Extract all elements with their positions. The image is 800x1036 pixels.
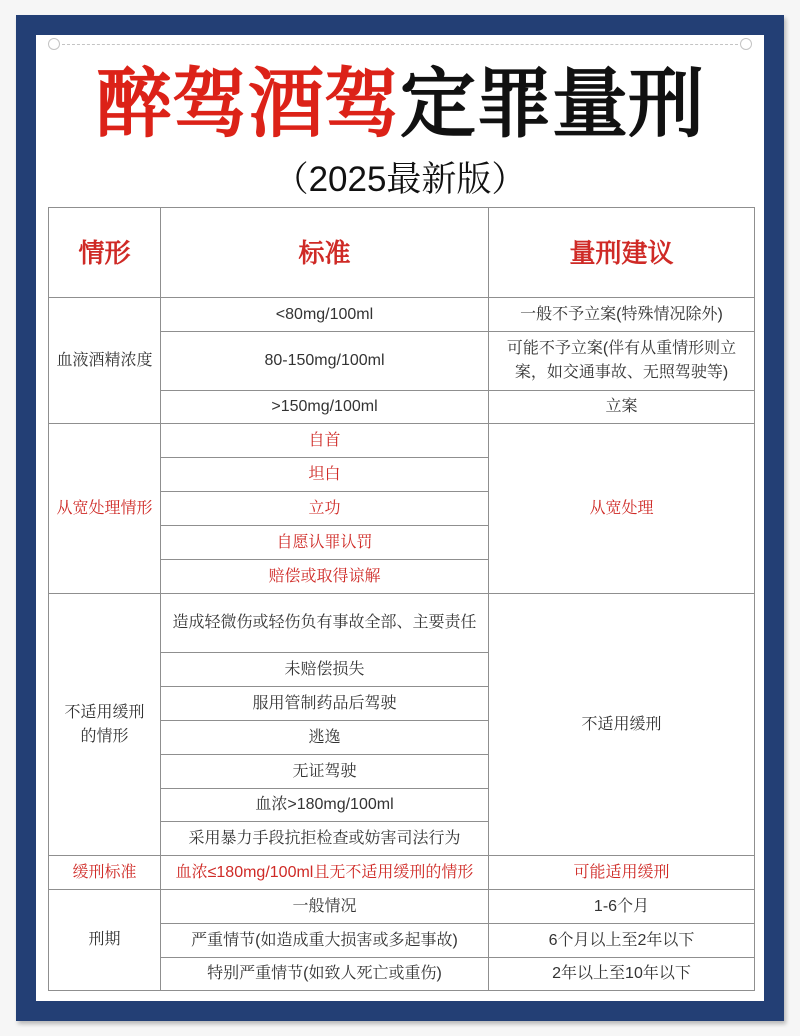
- category-prison-term: 刑期: [49, 890, 161, 991]
- decorative-corner-ornament-right: [740, 38, 752, 50]
- category-probation-standard: 缓刑标准: [49, 856, 161, 890]
- decorative-corner-ornament-left: [48, 38, 60, 50]
- standard-cell: 坦白: [161, 458, 489, 492]
- standard-cell: 特别严重情节(如致人死亡或重伤): [161, 958, 489, 991]
- sentencing-cell: 立案: [489, 391, 755, 424]
- category-blood-alcohol: 血液酒精浓度: [49, 298, 161, 424]
- title-black-part: 定罪量刑: [400, 62, 704, 147]
- standard-cell: 血浓≤180mg/100ml且无不适用缓刑的情形: [161, 856, 489, 890]
- header-situation: 情形: [49, 208, 161, 298]
- table-row: [49, 424, 755, 458]
- standard-cell: <80mg/100ml: [161, 298, 489, 332]
- table-row: [49, 856, 755, 890]
- category-lenient: 从宽处理情形: [49, 424, 161, 594]
- sentencing-cell: 6个月以上至2年以下: [489, 924, 755, 958]
- sentencing-table: [48, 207, 755, 991]
- header-sentencing-advice: 量刑建议: [489, 208, 755, 298]
- sentencing-cell: 可能不予立案(伴有从重情形则立案，如交通事故、无照驾驶等): [489, 332, 755, 391]
- standard-cell: 严重情节(如造成重大损害或多起事故): [161, 924, 489, 958]
- standard-cell: 一般情况: [161, 890, 489, 924]
- sentencing-cell-lenient: 从宽处理: [489, 424, 755, 594]
- poster-subtitle: （2025最新版）: [273, 160, 527, 199]
- sentencing-cell-no-probation: 不适用缓刑: [489, 594, 755, 856]
- table-row: [49, 298, 755, 332]
- standard-cell: 赔偿或取得谅解: [161, 560, 489, 594]
- table-row: [49, 594, 755, 653]
- standard-cell: 未赔偿损失: [161, 653, 489, 687]
- standard-cell: 自首: [161, 424, 489, 458]
- standard-cell: 自愿认罪认罚: [161, 526, 489, 560]
- standard-cell: 采用暴力手段抗拒检查或妨害司法行为: [161, 822, 489, 856]
- standard-cell: >150mg/100ml: [161, 391, 489, 424]
- sentencing-cell: 一般不予立案(特殊情况除外): [489, 298, 755, 332]
- header-standard: 标准: [161, 208, 489, 298]
- standard-cell: 80-150mg/100ml: [161, 332, 489, 391]
- table-header-row: [49, 208, 755, 298]
- category-no-probation: [49, 594, 161, 856]
- standard-cell: 无证驾驶: [161, 755, 489, 789]
- standard-cell: 立功: [161, 492, 489, 526]
- category-label: 不适用缓刑的情形: [64, 703, 145, 745]
- title-red-part: 醉驾酒驾: [96, 62, 400, 147]
- table-row: [49, 890, 755, 924]
- standard-cell: 血浓>180mg/100ml: [161, 789, 489, 822]
- sentencing-cell: 2年以上至10年以下: [489, 958, 755, 991]
- sentencing-cell: 可能适用缓刑: [489, 856, 755, 890]
- sentencing-cell: 1-6个月: [489, 890, 755, 924]
- standard-cell: 逃逸: [161, 721, 489, 755]
- standard-cell: 服用管制药品后驾驶: [161, 687, 489, 721]
- standard-cell: 造成轻微伤或轻伤负有事故全部、主要责任: [161, 594, 489, 653]
- poster-title: [0, 60, 800, 150]
- decorative-dashed-line: [62, 44, 738, 45]
